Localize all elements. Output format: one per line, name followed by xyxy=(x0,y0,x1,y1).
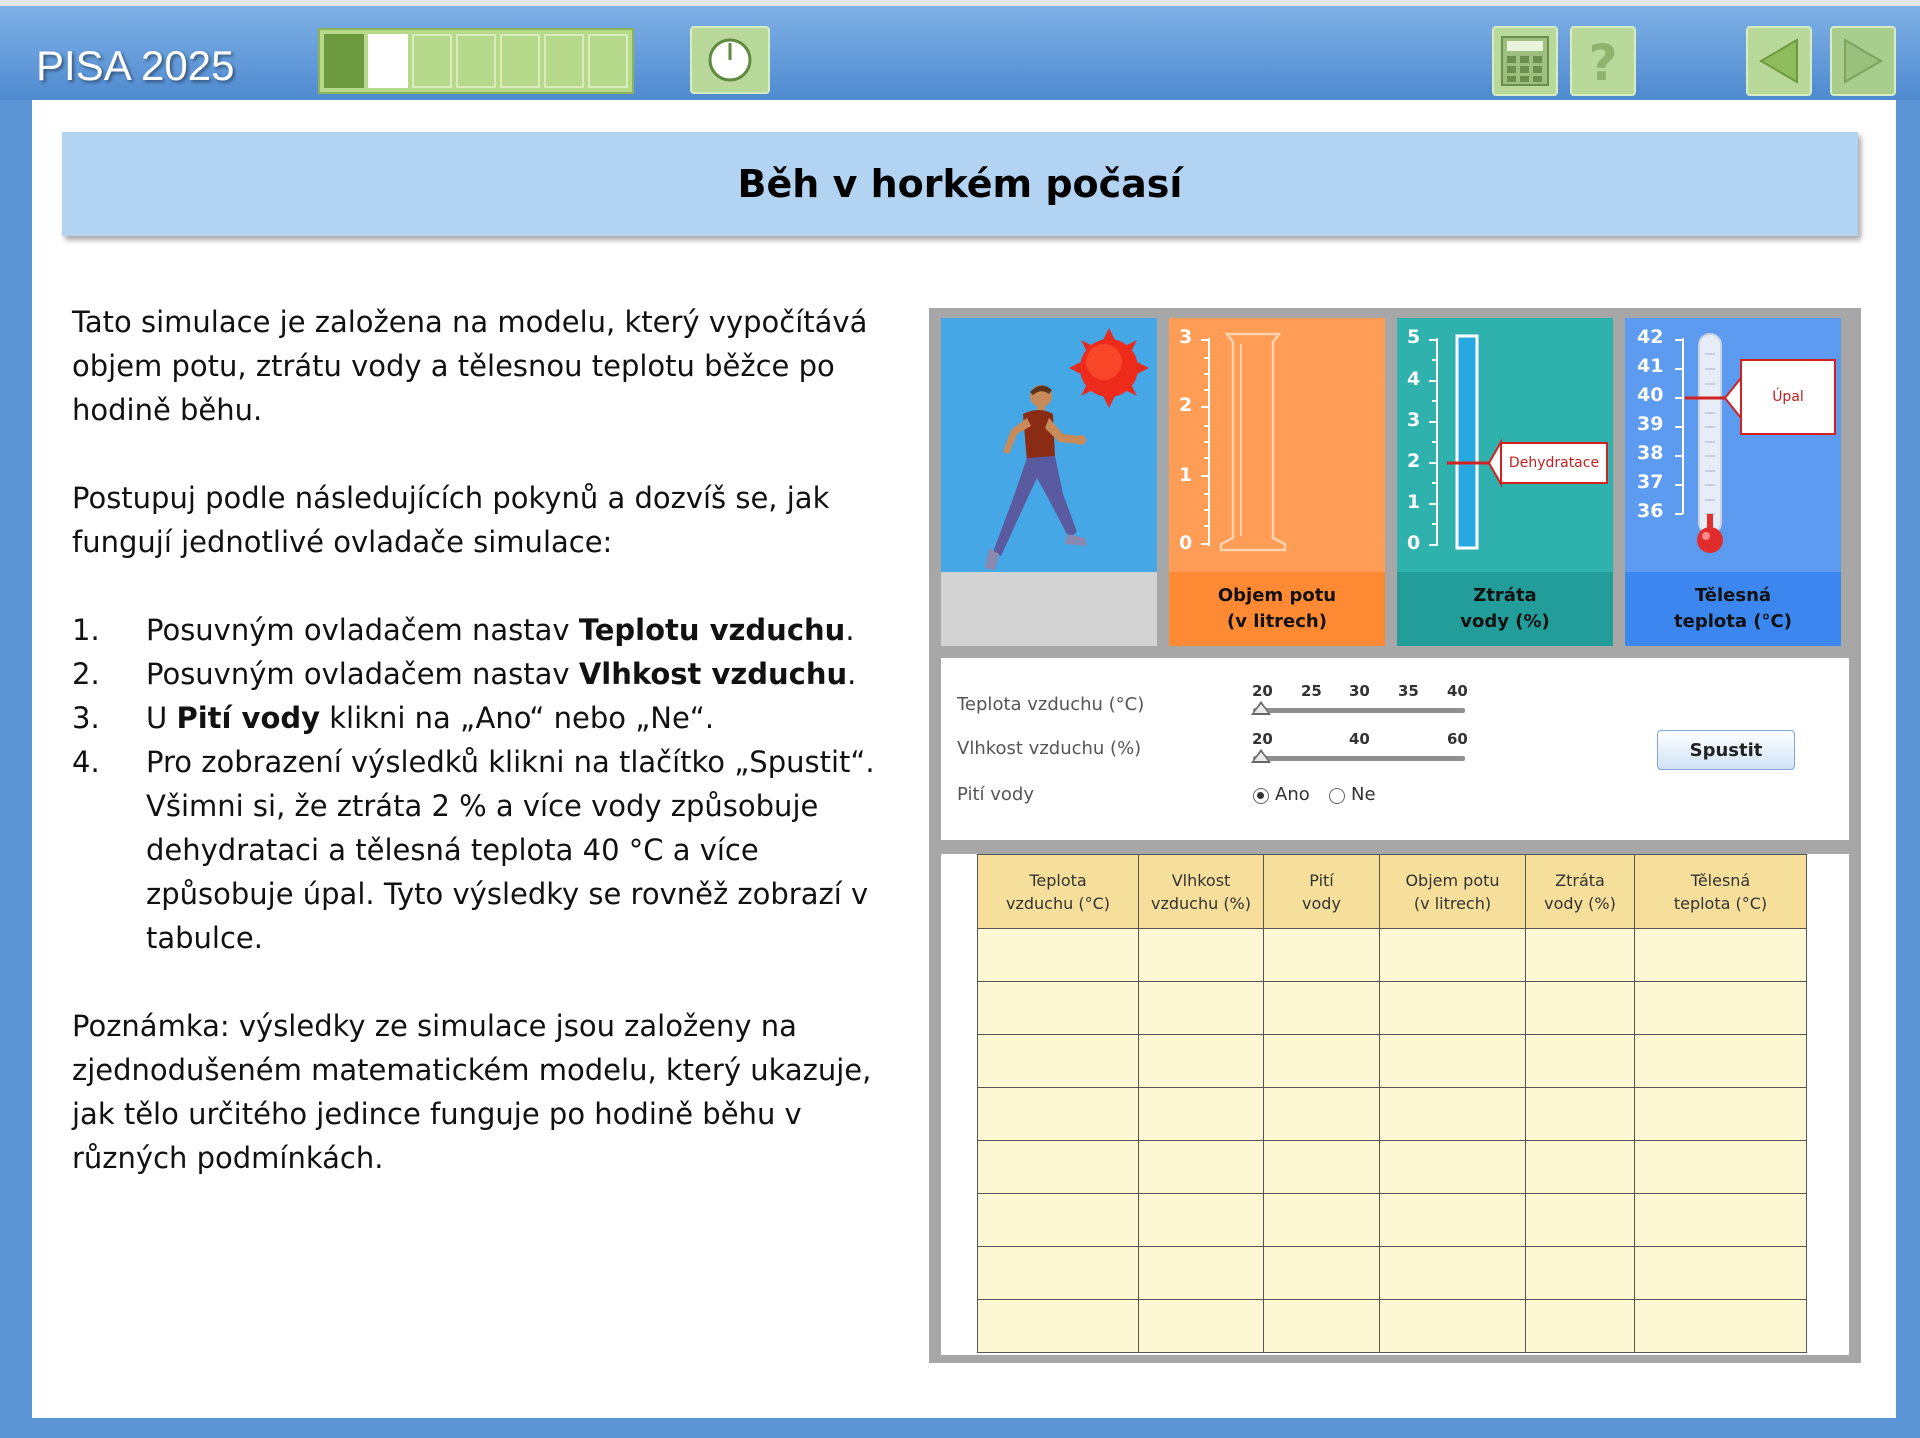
column-header xyxy=(1139,855,1264,929)
table-cell xyxy=(1139,1088,1264,1141)
header-line: Vlhkost xyxy=(1171,870,1231,890)
step-bold-text: Teplotu vzduchu xyxy=(578,613,846,647)
step-item xyxy=(72,740,902,960)
lead-paragraph: Postupuj podle následujících pokynů a dozvíš se, jak fungují jednotlivé ovladače simulace: xyxy=(72,481,830,559)
question-icon xyxy=(1580,34,1626,88)
drinking-no-label[interactable]: Ne xyxy=(1351,784,1376,805)
header-line: vzduchu (°C) xyxy=(1006,893,1110,913)
sweat-gauge-label xyxy=(1169,572,1385,646)
back-button[interactable] xyxy=(1746,26,1812,96)
table-cell xyxy=(1380,929,1526,982)
body-temperature-gauge xyxy=(1625,318,1841,646)
scale-label: 41 xyxy=(1637,355,1664,377)
table-cell xyxy=(1526,929,1635,982)
table-row xyxy=(978,1194,1807,1247)
table-cell xyxy=(1635,1247,1807,1300)
table-cell xyxy=(1380,1247,1526,1300)
step-number: 4. xyxy=(72,745,100,779)
table-cell xyxy=(1380,1141,1526,1194)
arrow-right-icon xyxy=(1839,36,1887,86)
calculator-icon xyxy=(1500,35,1550,87)
header-line: teplota (°C) xyxy=(1673,893,1768,913)
table-cell xyxy=(1635,929,1807,982)
drinking-no-radio[interactable] xyxy=(1329,788,1345,804)
table-cell xyxy=(1635,1141,1807,1194)
table-cell xyxy=(978,1247,1139,1300)
table-cell xyxy=(1139,929,1264,982)
drinking-yes-radio[interactable] xyxy=(1253,788,1269,804)
table-cell xyxy=(1526,1141,1635,1194)
clock-icon xyxy=(705,35,755,85)
progress-segment xyxy=(412,34,452,88)
scale-label: 42 xyxy=(1637,326,1664,348)
progress-segment xyxy=(500,34,540,88)
note-paragraph: Poznámka: výsledky ze simulace jsou založeny na zjednodušeném matematickém modelu, který ukazuje, jak tělo určitého jedince funguje po hodině běhu v různých podmínkách. xyxy=(72,1009,872,1175)
slider-tick-label: 30 xyxy=(1349,682,1370,700)
table-cell xyxy=(1264,1141,1380,1194)
column-header xyxy=(978,855,1139,929)
scale-label: 1 xyxy=(1179,464,1193,486)
progress-indicator xyxy=(318,28,634,94)
table-cell xyxy=(978,1194,1139,1247)
results-table xyxy=(977,854,1807,1353)
results-body xyxy=(978,929,1807,1353)
header-line: Objem potu xyxy=(1405,870,1500,890)
table-cell xyxy=(1380,1035,1526,1088)
label-line: Objem potu xyxy=(1217,585,1337,606)
slider-tick-label: 20 xyxy=(1252,682,1273,700)
table-cell xyxy=(1380,1088,1526,1141)
table-cell xyxy=(1380,1300,1526,1353)
column-header xyxy=(1264,855,1380,929)
intro-paragraph: Tato simulace je založena na modelu, který vypočítává objem potu, ztrátu vody a tělesnou teplotu běžce po hodině běhu. xyxy=(72,305,868,427)
table-cell xyxy=(1264,1194,1380,1247)
label-line: teplota (°C) xyxy=(1674,611,1792,632)
air-temp-slider-track[interactable] xyxy=(1253,708,1465,713)
table-cell xyxy=(1635,1194,1807,1247)
scale-label: 0 xyxy=(1179,532,1193,554)
table-cell xyxy=(1264,1088,1380,1141)
step-number: 1. xyxy=(72,613,100,647)
table-cell xyxy=(1380,1194,1526,1247)
steps-list xyxy=(72,608,902,960)
table-cell xyxy=(1139,982,1264,1035)
step-text: U xyxy=(146,701,177,735)
air-temp-slider-thumb[interactable] xyxy=(1251,701,1271,715)
water-loss-gauge xyxy=(1397,318,1613,646)
column-header xyxy=(1635,855,1807,929)
slider-tick-label: 35 xyxy=(1398,682,1419,700)
runner-scene xyxy=(941,318,1157,646)
table-cell xyxy=(1526,982,1635,1035)
controls-panel xyxy=(941,658,1849,840)
table-header-row xyxy=(978,855,1807,929)
header-line: Ztráta xyxy=(1555,870,1605,890)
table-cell xyxy=(978,982,1139,1035)
header-line: (v litrech) xyxy=(1413,893,1492,913)
simulation-panel xyxy=(929,308,1861,1363)
table-cell xyxy=(1264,929,1380,982)
table-cell xyxy=(1139,1194,1264,1247)
humidity-slider-thumb[interactable] xyxy=(1251,749,1271,763)
graduated-cylinder-icon xyxy=(1169,318,1385,572)
heatstroke-callout: Úpal xyxy=(1740,359,1836,435)
scale-label: 1 xyxy=(1407,491,1421,513)
step-text: Pro zobrazení výsledků klikni na tlačítko „Spustit“. Všimni si, že ztráta 2 % a více vody způsobuje dehydrataci a tělesná teplota 40 °C a více způsobuje úpal. Tyto výsledky se rovněž zobrazí v tabulce. xyxy=(146,745,875,955)
table-cell xyxy=(1526,1088,1635,1141)
slider-tick-label: 60 xyxy=(1447,730,1468,748)
table-cell xyxy=(978,1088,1139,1141)
table-cell xyxy=(1139,1035,1264,1088)
table-cell xyxy=(1526,1300,1635,1353)
scale-label: 36 xyxy=(1637,500,1664,522)
scale-label: 40 xyxy=(1637,384,1664,406)
step-text-end: . xyxy=(847,657,857,691)
arrow-left-icon xyxy=(1755,36,1803,86)
air-temp-label: Teplota vzduchu (°C) xyxy=(957,694,1145,715)
drinking-label: Pití vody xyxy=(957,784,1034,805)
instructions-text xyxy=(72,300,902,1224)
header-line: Pití xyxy=(1309,870,1334,890)
step-text: Posuvným ovladačem nastav xyxy=(146,657,579,691)
header-line: vody (%) xyxy=(1544,893,1616,913)
scale-label: 5 xyxy=(1407,326,1421,348)
step-bold-text: Pití vody xyxy=(176,701,321,735)
table-cell xyxy=(978,1035,1139,1088)
slider-tick-label: 25 xyxy=(1301,682,1322,700)
next-button[interactable] xyxy=(1830,26,1896,96)
table-cell xyxy=(978,929,1139,982)
label-line: (v litrech) xyxy=(1227,611,1327,632)
drinking-yes-label[interactable]: Ano xyxy=(1275,784,1310,805)
step-text-end: . xyxy=(845,613,855,647)
table-cell xyxy=(1139,1300,1264,1353)
runner-figure xyxy=(941,318,1157,646)
humidity-slider-track[interactable] xyxy=(1253,756,1465,761)
table-cell xyxy=(1264,1035,1380,1088)
progress-segment xyxy=(324,34,364,88)
table-cell xyxy=(1526,1247,1635,1300)
scale-label: 38 xyxy=(1637,442,1664,464)
brand-title: PISA 2025 xyxy=(36,42,235,89)
top-bar xyxy=(0,0,1920,100)
scale-label: 3 xyxy=(1407,409,1421,431)
table-row xyxy=(978,982,1807,1035)
table-cell xyxy=(1264,1247,1380,1300)
table-cell xyxy=(978,1141,1139,1194)
step-item xyxy=(72,608,902,652)
table-cell xyxy=(1380,982,1526,1035)
timer-button[interactable] xyxy=(690,26,770,94)
header-line: Teplota xyxy=(1029,870,1087,890)
dehydration-callout: Dehydratace xyxy=(1500,442,1608,484)
table-cell xyxy=(978,1300,1139,1353)
table-row xyxy=(978,1035,1807,1088)
table-cell xyxy=(1635,1035,1807,1088)
table-cell xyxy=(1635,1300,1807,1353)
table-row xyxy=(978,1141,1807,1194)
step-number: 3. xyxy=(72,701,100,735)
table-cell xyxy=(1264,1300,1380,1353)
page-title: Běh v horkém počasí xyxy=(737,162,1183,206)
header-line: vody xyxy=(1302,893,1341,913)
table-row xyxy=(978,1088,1807,1141)
scale-label: 4 xyxy=(1407,368,1421,390)
table-cell xyxy=(1139,1141,1264,1194)
progress-segment xyxy=(544,34,584,88)
step-bold-text: Vlhkost vzduchu xyxy=(578,657,848,691)
column-header xyxy=(1526,855,1635,929)
progress-segment xyxy=(368,34,408,88)
table-cell xyxy=(1635,982,1807,1035)
label-line: Ztráta xyxy=(1473,585,1537,606)
scale-label: 37 xyxy=(1637,471,1664,493)
label-line: Tělesná xyxy=(1694,585,1772,606)
header-line: Tělesná xyxy=(1690,870,1751,890)
scale-label: 39 xyxy=(1637,413,1664,435)
scale-label: 2 xyxy=(1407,450,1421,472)
sweat-volume-gauge xyxy=(1169,318,1385,646)
body-temp-gauge-label xyxy=(1625,572,1841,646)
table-row xyxy=(978,1247,1807,1300)
step-item xyxy=(72,652,902,696)
table-cell xyxy=(1139,1247,1264,1300)
step-number: 2. xyxy=(72,657,100,691)
column-header xyxy=(1380,855,1526,929)
table-row xyxy=(978,1300,1807,1353)
table-cell xyxy=(1635,1088,1807,1141)
water-loss-gauge-label xyxy=(1397,572,1613,646)
table-cell xyxy=(1264,982,1380,1035)
svg-text:?: ? xyxy=(1588,34,1618,88)
label-line: vody (%) xyxy=(1460,611,1550,632)
slider-tick-label: 40 xyxy=(1349,730,1370,748)
header-line: vzduchu (%) xyxy=(1150,893,1251,913)
slider-tick-label: 40 xyxy=(1447,682,1468,700)
calculator-button[interactable] xyxy=(1492,26,1558,96)
run-button[interactable]: Spustit xyxy=(1657,730,1795,770)
title-banner xyxy=(62,132,1858,236)
scale-label: 2 xyxy=(1179,394,1193,416)
step-text-end: klikni na „Ano“ nebo „Ne“. xyxy=(320,701,715,735)
progress-segment xyxy=(456,34,496,88)
table-cell xyxy=(1526,1035,1635,1088)
scale-label: 0 xyxy=(1407,532,1421,554)
humidity-label: Vlhkost vzduchu (%) xyxy=(957,738,1142,759)
scale-label: 3 xyxy=(1179,326,1193,348)
step-item xyxy=(72,696,902,740)
results-area xyxy=(941,854,1849,1355)
progress-segment xyxy=(588,34,628,88)
table-row xyxy=(978,929,1807,982)
main-panel xyxy=(32,100,1896,1418)
table-cell xyxy=(1526,1194,1635,1247)
step-text: Posuvným ovladačem nastav xyxy=(146,613,579,647)
slider-tick-label: 20 xyxy=(1252,730,1273,748)
help-button[interactable] xyxy=(1570,26,1636,96)
